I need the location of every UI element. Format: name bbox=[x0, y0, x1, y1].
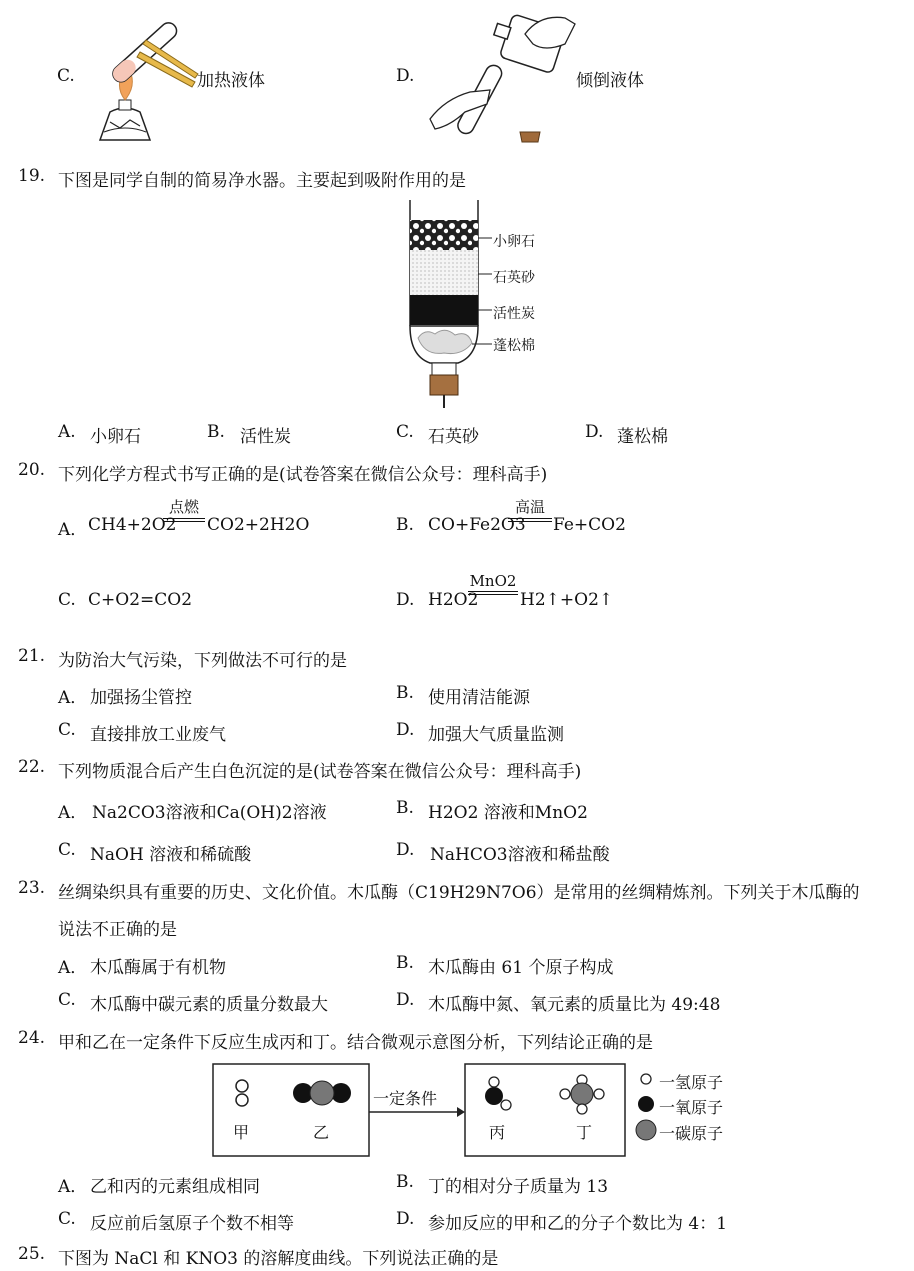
q22-option-b: H2O2 溶液和MnO2 bbox=[428, 803, 588, 823]
diagram-condition: 一定条件 bbox=[373, 1089, 438, 1108]
q24-option-d-letter: D. bbox=[396, 1209, 415, 1229]
q20-option-d-left: H2O2 bbox=[428, 590, 479, 610]
q20-option-c: C+O2=CO2 bbox=[88, 590, 193, 610]
q21-option-c-letter: C. bbox=[58, 720, 76, 740]
q23-number: 23. bbox=[18, 878, 46, 898]
o-atom-icon bbox=[485, 1087, 503, 1105]
q21-option-d: 加强大气质量监测 bbox=[428, 725, 564, 745]
legend-o-icon bbox=[638, 1096, 654, 1112]
q20-option-d-condition bbox=[468, 572, 518, 595]
q24-option-d: 参加反应的甲和乙的分子个数比为 4：1 bbox=[428, 1214, 728, 1234]
q20-option-a-left: CH4+2O2 bbox=[88, 515, 177, 535]
q22-option-b-letter: B. bbox=[396, 798, 414, 818]
q18-c-text: 加热液体 bbox=[197, 71, 265, 91]
heating-liquid-illustration bbox=[90, 12, 200, 147]
q24-option-a-letter: A． bbox=[58, 1177, 88, 1197]
diagram-yi: 乙 bbox=[313, 1123, 330, 1142]
q24-stem: 甲和乙在一定条件下反应生成丙和丁。结合微观示意图分析，下列结论正确的是 bbox=[58, 1033, 653, 1053]
q23-option-a: 木瓜酶属于有机物 bbox=[90, 958, 226, 978]
q23-option-b-letter: B. bbox=[396, 953, 414, 973]
legend-carbon: 一碳原子 bbox=[659, 1124, 724, 1143]
q22-option-d-letter: D. bbox=[396, 840, 415, 860]
q23-stem-line1: 丝绸染织具有重要的历史、文化价值。木瓜酶（C19H29N7O6）是常用的丝绸精炼剂。下列关于木瓜酶的 bbox=[58, 883, 860, 903]
q19-option-a-letter: A. bbox=[58, 422, 76, 442]
diagram-jia: 甲 bbox=[233, 1123, 250, 1142]
q20-option-d-right: H2↑+O2↑ bbox=[520, 590, 614, 610]
q25-number: 25. bbox=[18, 1244, 46, 1264]
q19-number: 19. bbox=[18, 166, 46, 186]
q22-option-a-letter: A． bbox=[58, 803, 88, 823]
water-purifier-diagram bbox=[400, 198, 500, 410]
q22-option-c: NaOH 溶液和稀硫酸 bbox=[90, 845, 252, 865]
q19-option-d: 蓬松棉 bbox=[617, 427, 668, 447]
h-atom-icon bbox=[560, 1089, 570, 1099]
q21-option-d-letter: D. bbox=[396, 720, 415, 740]
q22-option-c-letter: C. bbox=[58, 840, 76, 860]
q20-option-a-letter: A． bbox=[58, 520, 88, 540]
q22-option-a: Na2CO3溶液和Ca(OH)2溶液 bbox=[92, 803, 327, 823]
q19-option-c-letter: C. bbox=[396, 422, 414, 442]
label-quartz-sand: 石英砂 bbox=[493, 270, 535, 286]
h-atom-icon bbox=[489, 1077, 499, 1087]
q20-option-c-letter: C. bbox=[58, 590, 76, 610]
q20-option-a-right: CO2+2H2O bbox=[207, 515, 310, 535]
legend-h-icon bbox=[641, 1074, 651, 1084]
q21-stem: 为防治大气污染，下列做法不可行的是 bbox=[58, 651, 347, 671]
q24-number: 24. bbox=[18, 1028, 46, 1048]
q23-stem-line2: 说法不正确的是 bbox=[58, 920, 177, 940]
c-atom-icon bbox=[571, 1083, 593, 1105]
legend-c-icon bbox=[636, 1120, 656, 1140]
q22-number: 22. bbox=[18, 757, 46, 777]
q20-option-d-equals bbox=[468, 591, 518, 595]
q18-c-letter: C. bbox=[57, 66, 75, 86]
q24-option-c: 反应前后氢原子个数不相等 bbox=[90, 1214, 294, 1234]
q20-option-b-equals bbox=[508, 518, 552, 522]
q20-option-b-letter: B. bbox=[396, 515, 414, 535]
q22-stem: 下列物质混合后产生白色沉淀的是(试卷答案在微信公众号：理科高手) bbox=[58, 762, 582, 782]
q20-option-b-condition bbox=[508, 496, 552, 522]
q22-option-d: NaHCO3溶液和稀盐酸 bbox=[430, 845, 610, 865]
c-atom-icon bbox=[310, 1081, 334, 1105]
q23-option-c-letter: C. bbox=[58, 990, 76, 1010]
q24-option-b-letter: B. bbox=[396, 1172, 414, 1192]
q18-d-letter: D. bbox=[396, 66, 415, 86]
h-atom-icon bbox=[501, 1100, 511, 1110]
q23-option-d: 木瓜酶中氮、氧元素的质量比为 49:48 bbox=[428, 995, 721, 1015]
q24-option-c-letter: C. bbox=[58, 1209, 76, 1229]
diagram-ding: 丁 bbox=[576, 1123, 593, 1142]
q18-d-text: 倾倒液体 bbox=[576, 71, 644, 91]
h-atom-icon bbox=[236, 1094, 248, 1106]
q24-option-a: 乙和丙的元素组成相同 bbox=[90, 1177, 260, 1197]
q21-number: 21. bbox=[18, 646, 46, 666]
q20-option-d-letter: D. bbox=[396, 590, 415, 610]
h-atom-icon bbox=[594, 1089, 604, 1099]
q20-option-a-equals bbox=[163, 518, 205, 522]
q20-option-b-left: CO+Fe2O3 bbox=[428, 515, 526, 535]
q23-option-b: 木瓜酶由 61 个原子构成 bbox=[428, 958, 614, 978]
legend-oxygen: 一氧原子 bbox=[659, 1098, 724, 1117]
q21-option-a: 加强扬尘管控 bbox=[90, 688, 192, 708]
label-cotton: 蓬松棉 bbox=[493, 338, 535, 354]
q20-option-a-condition-text: 点燃 bbox=[168, 498, 199, 516]
q23-option-d-letter: D. bbox=[396, 990, 415, 1010]
q19-option-a: 小卵石 bbox=[90, 427, 141, 447]
q19-stem: 下图是同学自制的简易净水器。主要起到吸附作用的是 bbox=[58, 171, 466, 191]
q20-option-b-condition-text: 高温 bbox=[514, 498, 545, 516]
label-pebbles: 小卵石 bbox=[493, 234, 535, 250]
q23-option-a-letter: A． bbox=[58, 958, 88, 978]
q21-option-c: 直接排放工业废气 bbox=[90, 725, 226, 745]
label-activated-carbon: 活性炭 bbox=[493, 306, 535, 322]
q19-option-d-letter: D. bbox=[585, 422, 604, 442]
q20-option-b-right: Fe+CO2 bbox=[553, 515, 626, 535]
diagram-bing: 丙 bbox=[489, 1123, 506, 1142]
q19-option-b-letter: B. bbox=[207, 422, 225, 442]
q21-option-b: 使用清洁能源 bbox=[428, 688, 530, 708]
q20-option-d-condition-text: MnO2 bbox=[469, 572, 517, 590]
q25-stem: 下图为 NaCl 和 KNO3 的溶解度曲线。下列说法正确的是 bbox=[58, 1249, 499, 1269]
q19-option-b: 活性炭 bbox=[240, 427, 291, 447]
q21-option-a-letter: A． bbox=[58, 688, 88, 708]
legend-hydrogen: 一氢原子 bbox=[659, 1073, 724, 1092]
h-atom-icon bbox=[577, 1104, 587, 1114]
pouring-liquid-illustration bbox=[425, 4, 585, 149]
q20-number: 20. bbox=[18, 460, 46, 480]
q20-stem: 下列化学方程式书写正确的是(试卷答案在微信公众号：理科高手) bbox=[58, 465, 548, 485]
q19-option-c: 石英砂 bbox=[428, 427, 479, 447]
q23-option-c: 木瓜酶中碳元素的质量分数最大 bbox=[90, 995, 328, 1015]
q21-option-b-letter: B. bbox=[396, 683, 414, 703]
q20-option-a-condition bbox=[163, 496, 205, 522]
q24-option-b: 丁的相对分子质量为 13 bbox=[428, 1177, 609, 1197]
h-atom-icon bbox=[236, 1080, 248, 1092]
